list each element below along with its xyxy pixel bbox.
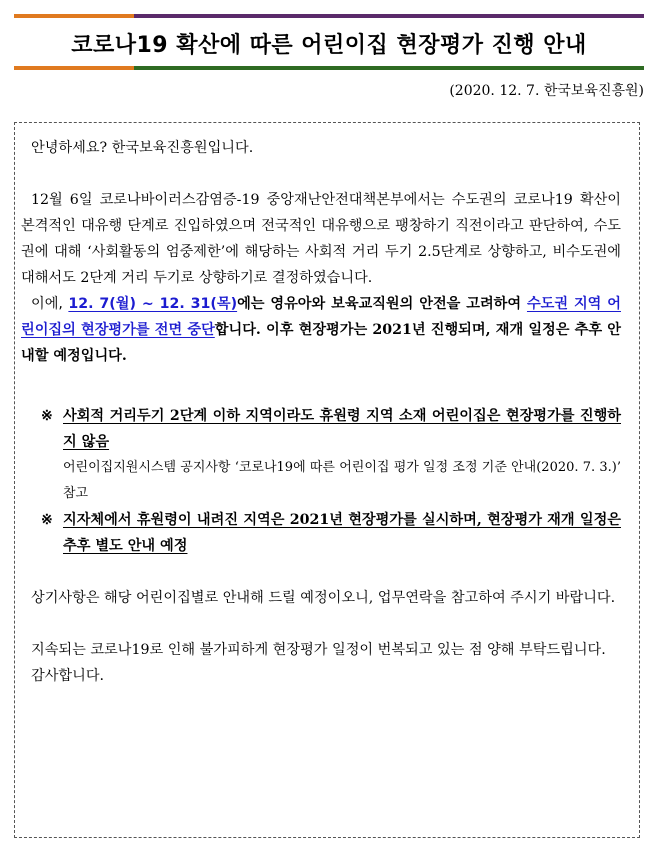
greeting: 안녕하세요? 한국보육진흥원입니다. [31, 140, 254, 156]
header-stripe-top-orange [14, 14, 134, 18]
announcement-suffix: 합니다. 이후 현장평가는 2021년 진행되며, 재개 일정은 추후 안내할 예정입니다. [21, 322, 621, 364]
suspension-scope: 수도권 지역 어린이집의 현장평가를 전면 중단 [21, 296, 621, 338]
notice-body-box [14, 122, 640, 838]
announcement-prefix: 이에, [31, 296, 69, 312]
dateline: (2020. 12. 7. 한국보육진흥원) [449, 83, 644, 99]
note-2 [41, 507, 621, 559]
note-1-sub: 어린이집지원시스템 공지사항 ‘코로나19에 따른 어린이집 평가 일정 조정 기준 안내(2020. 7. 3.)’ 참고 [63, 460, 621, 501]
paragraph-background: 12월 6일 코로나바이러스감염증-19 중앙재난안전대책본부에서는 수도권의 코로나19 확산이 본격적인 대유행 단계로 진입하였으며 전국적인 대유행으로 팽창하기 직전이라고 판단하여, 수도권에 대해 ‘사회활동의 엄중제한’에 해당하는 사회적 거리 두기 2.5단계로 상향하고, 비수도권에 대해서도 2단계 거리 두기로 상향하기로 결정하였습니다. [21, 192, 621, 286]
closing: 감사합니다. [31, 668, 105, 684]
note-1 [41, 403, 621, 507]
header-stripe-bottom-orange [14, 66, 134, 70]
header-stripe-bottom-green [134, 66, 644, 70]
paragraph-announcement [21, 291, 621, 369]
note-2-main: 지자체에서 휴원령이 내려진 지역은 2021년 현장평가를 실시하며, 현장평가 재개 일정은 추후 별도 안내 예정 [63, 512, 621, 554]
announcement-mid: 에는 영유아와 보육교직원의 안전을 고려하여 [237, 296, 527, 312]
page-title: 코로나19 확산에 따른 어린이집 현장평가 진행 안내 [71, 32, 587, 58]
suspension-dates: 12. 7(월) ~ 12. 31(목) [68, 296, 238, 312]
reference-mark: ※ [41, 408, 53, 424]
note-1-main: 사회적 거리두기 2단계 이하 지역이라도 휴원령 지역 소재 어린이집은 현장평가를 진행하지 않음 [63, 408, 621, 450]
paragraph-apology: 지속되는 코로나19로 인해 불가피하게 현장평가 일정이 번복되고 있는 점 양해 부탁드립니다. [31, 642, 606, 658]
paragraph-contact: 상기사항은 해당 어린이집별로 안내해 드릴 예정이오니, 업무연락을 참고하여 주시기 바랍니다. [31, 590, 616, 606]
header-stripe-top-purple [134, 14, 644, 18]
reference-mark: ※ [41, 512, 53, 528]
